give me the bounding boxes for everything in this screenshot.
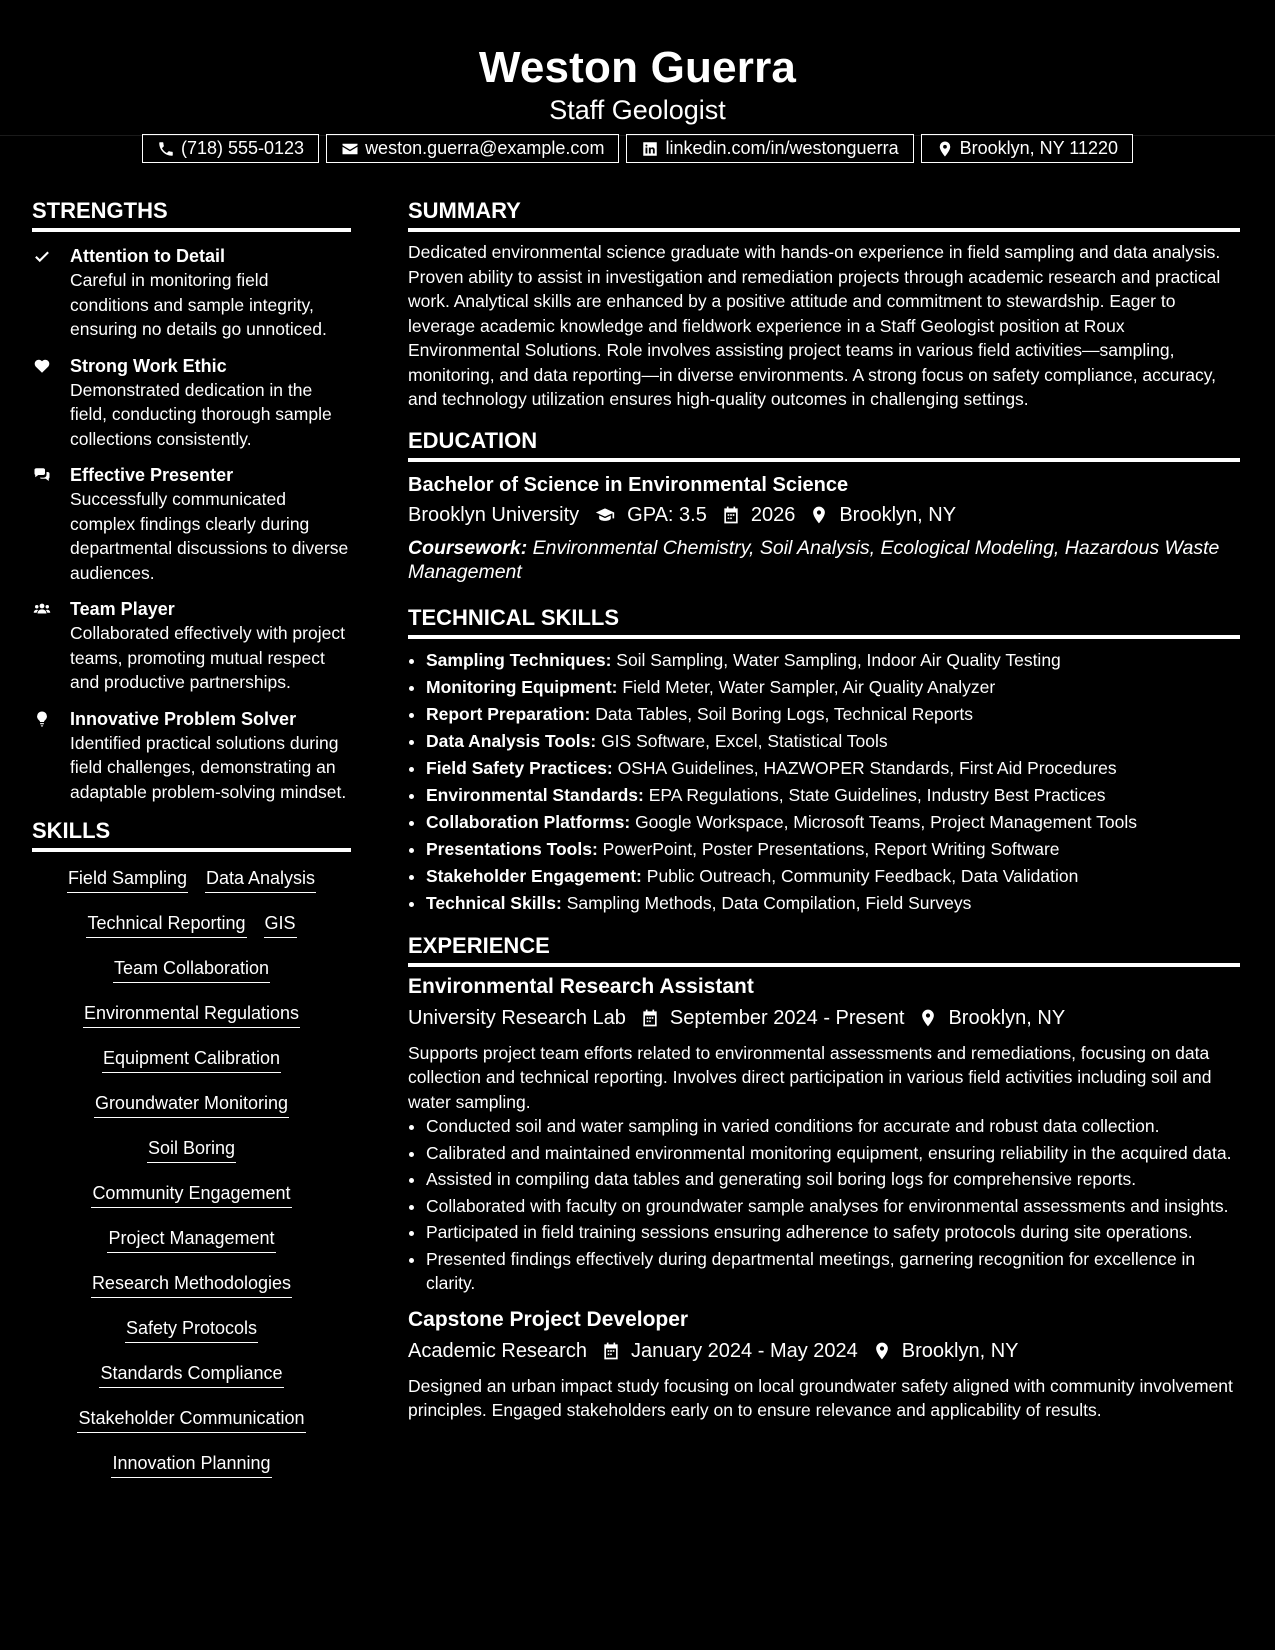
job-title: Environmental Research Assistant bbox=[408, 974, 754, 998]
job-dates: January 2024 - May 2024 bbox=[630, 1339, 858, 1362]
education-school: Brooklyn University bbox=[408, 503, 580, 526]
tech-skill-label: Environmental Standards: bbox=[426, 784, 644, 805]
strength-title: Strong Work Ethic bbox=[70, 355, 227, 376]
skill-tag: Stakeholder Communication bbox=[77, 1406, 305, 1433]
strength-title: Attention to Detail bbox=[70, 246, 225, 266]
job-title: Capstone Project Developer bbox=[408, 1307, 689, 1331]
strength-item bbox=[32, 707, 351, 805]
contact-bar bbox=[0, 134, 1275, 163]
tech-skill-item bbox=[426, 782, 1240, 809]
skill-tag: Groundwater Monitoring bbox=[94, 1091, 289, 1118]
tech-skill-value: PowerPoint, Poster Presentations, Report Writing Software bbox=[602, 838, 1060, 859]
job-entry bbox=[408, 973, 1240, 1296]
skill-tag: Project Management bbox=[107, 1226, 275, 1253]
tech-skill-value: EPA Regulations, State Guidelines, Industry Best Practices bbox=[648, 784, 1106, 805]
heart-icon bbox=[32, 357, 52, 375]
job-bullet: • Presented findings effectively during departmental meetings, garnering recognition for excellence in clarity. bbox=[426, 1247, 1240, 1296]
job-bullet: • Calibrated and maintained environmental monitoring equipment, ensuring reliability in the acquired data. bbox=[426, 1141, 1240, 1166]
tech-skill-item bbox=[426, 836, 1240, 863]
skill-tag: Soil Boring bbox=[147, 1136, 236, 1163]
contact-phone-text: (718) 555-0123 bbox=[180, 138, 305, 158]
contact-location-text: Brooklyn, NY 11220 bbox=[959, 138, 1119, 158]
job-entry bbox=[408, 1306, 1240, 1423]
coursework-list: Environmental Chemistry, Soil Analysis, Ecological Modeling, Hazardous Waste Management bbox=[408, 536, 1220, 583]
comments-icon bbox=[32, 466, 52, 484]
tech-skill-label: Stakeholder Engagement: bbox=[426, 865, 642, 886]
tech-skill-label: Technical Skills: bbox=[426, 892, 562, 913]
tech-skill-label: Data Analysis Tools: bbox=[426, 730, 597, 751]
tech-skill-label: Sampling Techniques: bbox=[426, 649, 612, 670]
phone-icon bbox=[157, 140, 175, 158]
strength-item bbox=[32, 597, 351, 695]
job-org: University Research Lab bbox=[408, 1006, 626, 1029]
education-year: 2026 bbox=[750, 503, 796, 526]
summary-title: SUMMARY bbox=[408, 196, 1240, 232]
contact-location bbox=[921, 134, 1133, 163]
skill-tag: Safety Protocols bbox=[125, 1316, 258, 1343]
calendar-icon bbox=[640, 1008, 660, 1028]
lightbulb-icon bbox=[32, 710, 52, 728]
technical-skills-list bbox=[408, 647, 1240, 917]
tech-skill-item bbox=[426, 647, 1240, 674]
strength-desc: Collaborated effectively with project teams, promoting mutual respect and productive partnerships. bbox=[70, 623, 345, 692]
tech-skill-item bbox=[426, 809, 1240, 836]
graduation-cap-icon bbox=[593, 505, 617, 525]
coursework-label: Coursework: bbox=[408, 536, 528, 559]
tech-skill-value: Google Workspace, Microsoft Teams, Project Management Tools bbox=[635, 811, 1137, 832]
users-icon bbox=[32, 600, 52, 618]
tech-skill-item bbox=[426, 890, 1240, 917]
job-bullets bbox=[408, 1114, 1240, 1296]
tech-skill-item bbox=[426, 755, 1240, 782]
strength-title: Team Player bbox=[70, 599, 175, 619]
tech-skill-item bbox=[426, 863, 1240, 890]
candidate-name: Weston Guerra bbox=[478, 43, 797, 92]
technical-skills-title: TECHNICAL SKILLS bbox=[408, 603, 1240, 639]
job-location: Brooklyn, NY bbox=[948, 1006, 1066, 1029]
contact-phone[interactable] bbox=[142, 134, 319, 163]
skills-title: SKILLS bbox=[32, 816, 351, 852]
tech-skill-label: Monitoring Equipment: bbox=[426, 676, 618, 697]
resume-header bbox=[0, 0, 1275, 158]
strength-title: Innovative Problem Solver bbox=[70, 708, 297, 729]
job-meta bbox=[408, 1003, 1240, 1033]
strength-desc: Careful in monitoring field conditions and sample integrity, ensuring no details go unnoticed. bbox=[70, 270, 327, 339]
tech-skill-label: Collaboration Platforms: bbox=[426, 811, 631, 832]
job-meta bbox=[408, 1336, 1240, 1366]
strength-item bbox=[32, 354, 351, 452]
map-pin-icon bbox=[872, 1341, 892, 1361]
tech-skill-item bbox=[426, 701, 1240, 728]
job-bullet: • Conducted soil and water sampling in varied conditions for accurate and robust data collection. bbox=[426, 1114, 1240, 1139]
contact-email-text: weston.guerra@example.com bbox=[365, 138, 605, 158]
tech-skill-item bbox=[426, 674, 1240, 701]
skill-tag: Innovation Planning bbox=[111, 1451, 271, 1478]
education-meta bbox=[408, 500, 1240, 530]
skill-tag: Standards Compliance bbox=[99, 1361, 283, 1388]
map-pin-icon bbox=[936, 140, 954, 158]
strengths-list bbox=[32, 244, 351, 804]
strength-item bbox=[32, 463, 351, 585]
education-degree: Bachelor of Science in Environmental Science bbox=[408, 473, 849, 496]
linkedin-icon bbox=[641, 140, 659, 158]
contact-email[interactable] bbox=[326, 134, 619, 163]
tech-skill-label: Report Preparation: bbox=[426, 703, 591, 724]
right-column bbox=[408, 196, 1240, 1423]
job-bullet: • Collaborated with faculty on groundwater sample analyses for environmental assessments and insights. bbox=[426, 1194, 1240, 1219]
skill-tag: Environmental Regulations bbox=[83, 1001, 300, 1028]
strength-title: Effective Presenter bbox=[70, 465, 234, 485]
tech-skill-value: GIS Software, Excel, Statistical Tools bbox=[601, 730, 888, 751]
envelope-icon bbox=[341, 140, 359, 158]
map-pin-icon bbox=[809, 505, 829, 525]
skill-tag: Technical Reporting bbox=[86, 911, 246, 938]
strength-desc: Successfully communicated complex findings clearly during departmental discussions to diverse audiences. bbox=[70, 489, 349, 583]
candidate-role: Staff Geologist bbox=[549, 95, 726, 125]
tech-skill-label: Presentations Tools: bbox=[426, 838, 598, 859]
skill-tag: Equipment Calibration bbox=[102, 1046, 281, 1073]
tech-skill-label: Field Safety Practices: bbox=[426, 757, 613, 778]
experience-title: EXPERIENCE bbox=[408, 931, 1240, 967]
map-pin-icon bbox=[918, 1008, 938, 1028]
summary-text: Dedicated environmental science graduate with hands-on experience in field sampling and data analysis. Proven ability to assist in investigation and remediation projects through academic research and practical work. Analytical skills are enhanced by a positive attitude and commitment to stewardship. Eager to leverage academic knowledge and fieldwork experience in a Staff Geologist position at Roux Environmental Solutions. Role involves assisting project teams in various field activities—sampling, monitoring, and data reporting—in diverse environments. A strong focus on safety compliance, accuracy, and technology utilization ensures high-quality outcomes in challenging settings. bbox=[408, 242, 1221, 409]
job-description: Supports project team efforts related to environmental assessments and remediations, focusing on data collection and technical reporting. Involves direct participation in various field activities including soil and water sampling. bbox=[408, 1042, 1212, 1112]
education-title: EDUCATION bbox=[408, 426, 1240, 462]
calendar-icon bbox=[601, 1341, 621, 1361]
skill-tag: Data Analysis bbox=[205, 866, 316, 893]
education-gpa: GPA: 3.5 bbox=[627, 503, 707, 526]
skill-tag: Team Collaboration bbox=[113, 956, 270, 983]
job-org: Academic Research bbox=[408, 1339, 587, 1362]
tech-skill-value: Data Tables, Soil Boring Logs, Technical Reports bbox=[595, 703, 973, 724]
contact-linkedin[interactable] bbox=[626, 134, 913, 163]
strengths-title: STRENGTHS bbox=[32, 196, 351, 232]
check-icon bbox=[32, 247, 52, 265]
tech-skill-item bbox=[426, 728, 1240, 755]
tech-skill-value: OSHA Guidelines, HAZWOPER Standards, First Aid Procedures bbox=[617, 757, 1117, 778]
skill-tag: Research Methodologies bbox=[91, 1271, 292, 1298]
calendar-icon bbox=[721, 505, 741, 525]
job-bullet: • Assisted in compiling data tables and generating soil boring logs for comprehensive reports. bbox=[426, 1167, 1240, 1192]
education-coursework bbox=[408, 536, 1240, 585]
strength-item bbox=[32, 244, 351, 342]
education-location: Brooklyn, NY bbox=[839, 503, 957, 526]
tech-skill-value: Sampling Methods, Data Compilation, Field Surveys bbox=[566, 892, 972, 913]
skill-tag: Field Sampling bbox=[67, 866, 188, 893]
tech-skill-value: Field Meter, Water Sampler, Air Quality Analyzer bbox=[622, 676, 996, 697]
job-dates: September 2024 - Present bbox=[669, 1006, 905, 1029]
job-location: Brooklyn, NY bbox=[901, 1339, 1019, 1362]
skill-tag: GIS bbox=[264, 911, 297, 938]
skill-tag: Community Engagement bbox=[91, 1181, 291, 1208]
tech-skill-value: Soil Sampling, Water Sampling, Indoor Air Quality Testing bbox=[616, 649, 1061, 670]
job-bullet: • Participated in field training sessions ensuring adherence to safety protocols during site operations. bbox=[426, 1220, 1240, 1245]
strength-desc: Demonstrated dedication in the field, conducting thorough sample collections consistently. bbox=[70, 379, 332, 449]
left-column bbox=[32, 196, 351, 1496]
contact-linkedin-text: linkedin.com/in/westonguerra bbox=[665, 138, 899, 158]
job-description: Designed an urban impact study focusing on local groundwater safety aligned with community involvement principles. Engaged stakeholders early on to ensure relevance and applicability of results. bbox=[408, 1375, 1233, 1420]
skills-tags bbox=[32, 866, 351, 1496]
tech-skill-value: Public Outreach, Community Feedback, Data Validation bbox=[646, 865, 1079, 886]
strength-desc: Identified practical solutions during field challenges, demonstrating an adaptable problem-solving mindset. bbox=[70, 732, 347, 802]
